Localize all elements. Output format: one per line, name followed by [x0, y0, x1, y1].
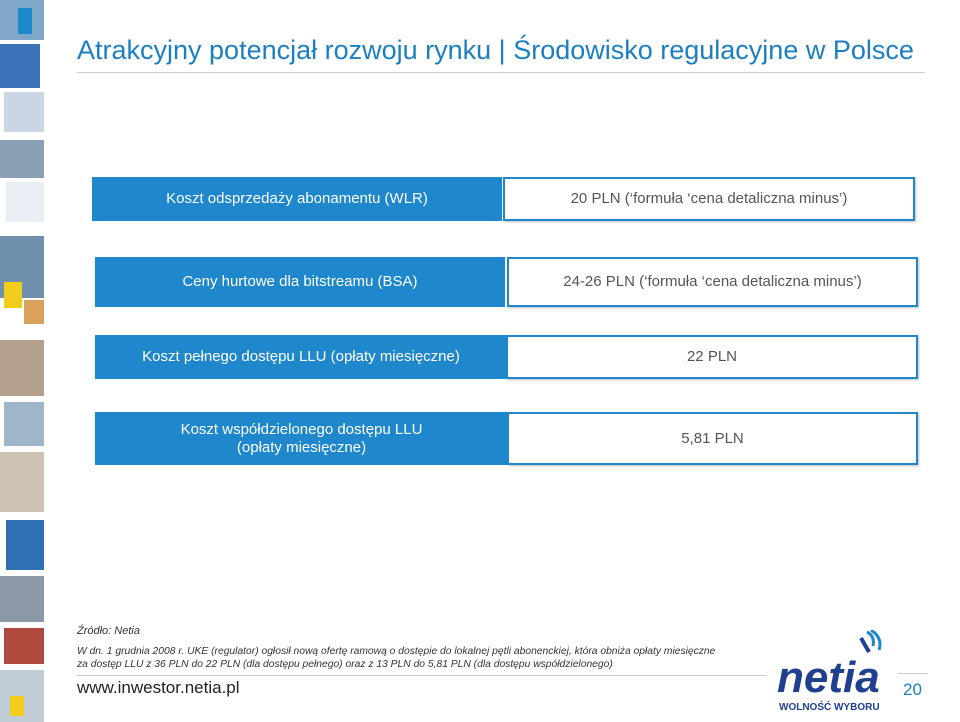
footnote-line-2: za dostęp LLU z 36 PLN do 22 PLN (dla dostępu pełnego) oraz z 13 PLN do 5,81 PLN (dla dostępu współdzielonego) [77, 659, 613, 670]
strip-tile [0, 452, 44, 512]
strip-tile [4, 628, 44, 664]
row-4-label [95, 412, 508, 465]
slide-title: Atrakcyjny potencjał rozwoju rynku | Środowisko regulacyjne w Polsce [77, 35, 914, 65]
page-number: 20 [903, 680, 922, 699]
row-4-label-line-2: (opłaty miesięczne) [236, 438, 367, 456]
footnote-line-1: W dn. 1 grudnia 2008 r. UKE (regulator) ogłosił nową ofertę ramową o dostępie do lokalnej pętli abonenckiej, która obniża opłaty miesięczne [77, 646, 716, 657]
row-3-label: Koszt pełnego dostępu LLU (opłaty miesięczne) [95, 335, 507, 379]
strip-tile [24, 300, 44, 324]
row-4-label-line-1: Koszt współdzielonego dostępu LLU [180, 420, 423, 438]
strip-tile [4, 92, 44, 132]
row-1-value: 20 PLN (‘formuła ‘cena detaliczna minus’) [503, 177, 915, 221]
decorative-photo-strip [0, 0, 46, 722]
strip-tile [18, 8, 32, 34]
row-2-label: Ceny hurtowe dla bitstreamu (BSA) [95, 257, 505, 307]
strip-tile [4, 282, 22, 308]
row-2-value: 24-26 PLN (‘formuła ‘cena detaliczna minus’) [507, 257, 918, 307]
source-label: Źródło: Netia [77, 625, 140, 637]
row-1-label: Koszt odsprzedaży abonamentu (WLR) [92, 177, 502, 221]
strip-tile [10, 696, 24, 716]
row-3-value: 22 PLN [506, 335, 918, 379]
row-4-value: 5,81 PLN [507, 412, 918, 465]
footer-url: www.inwestor.netia.pl [77, 678, 240, 697]
strip-tile [6, 182, 44, 222]
title-divider [77, 72, 925, 73]
logo-wordmark: netia [777, 653, 880, 702]
footnote [77, 645, 777, 671]
page-number-divider [898, 673, 928, 674]
strip-tile [0, 340, 44, 396]
strip-tile [4, 402, 44, 446]
strip-tile [0, 576, 44, 622]
strip-tile [0, 44, 40, 88]
logo-tagline: WOLNOŚĆ WYBORU [779, 702, 880, 713]
strip-tile [0, 140, 44, 178]
logo-signal-icon [861, 630, 880, 652]
netia-logo [775, 630, 895, 714]
footer-divider [77, 675, 767, 676]
strip-tile [6, 520, 44, 570]
